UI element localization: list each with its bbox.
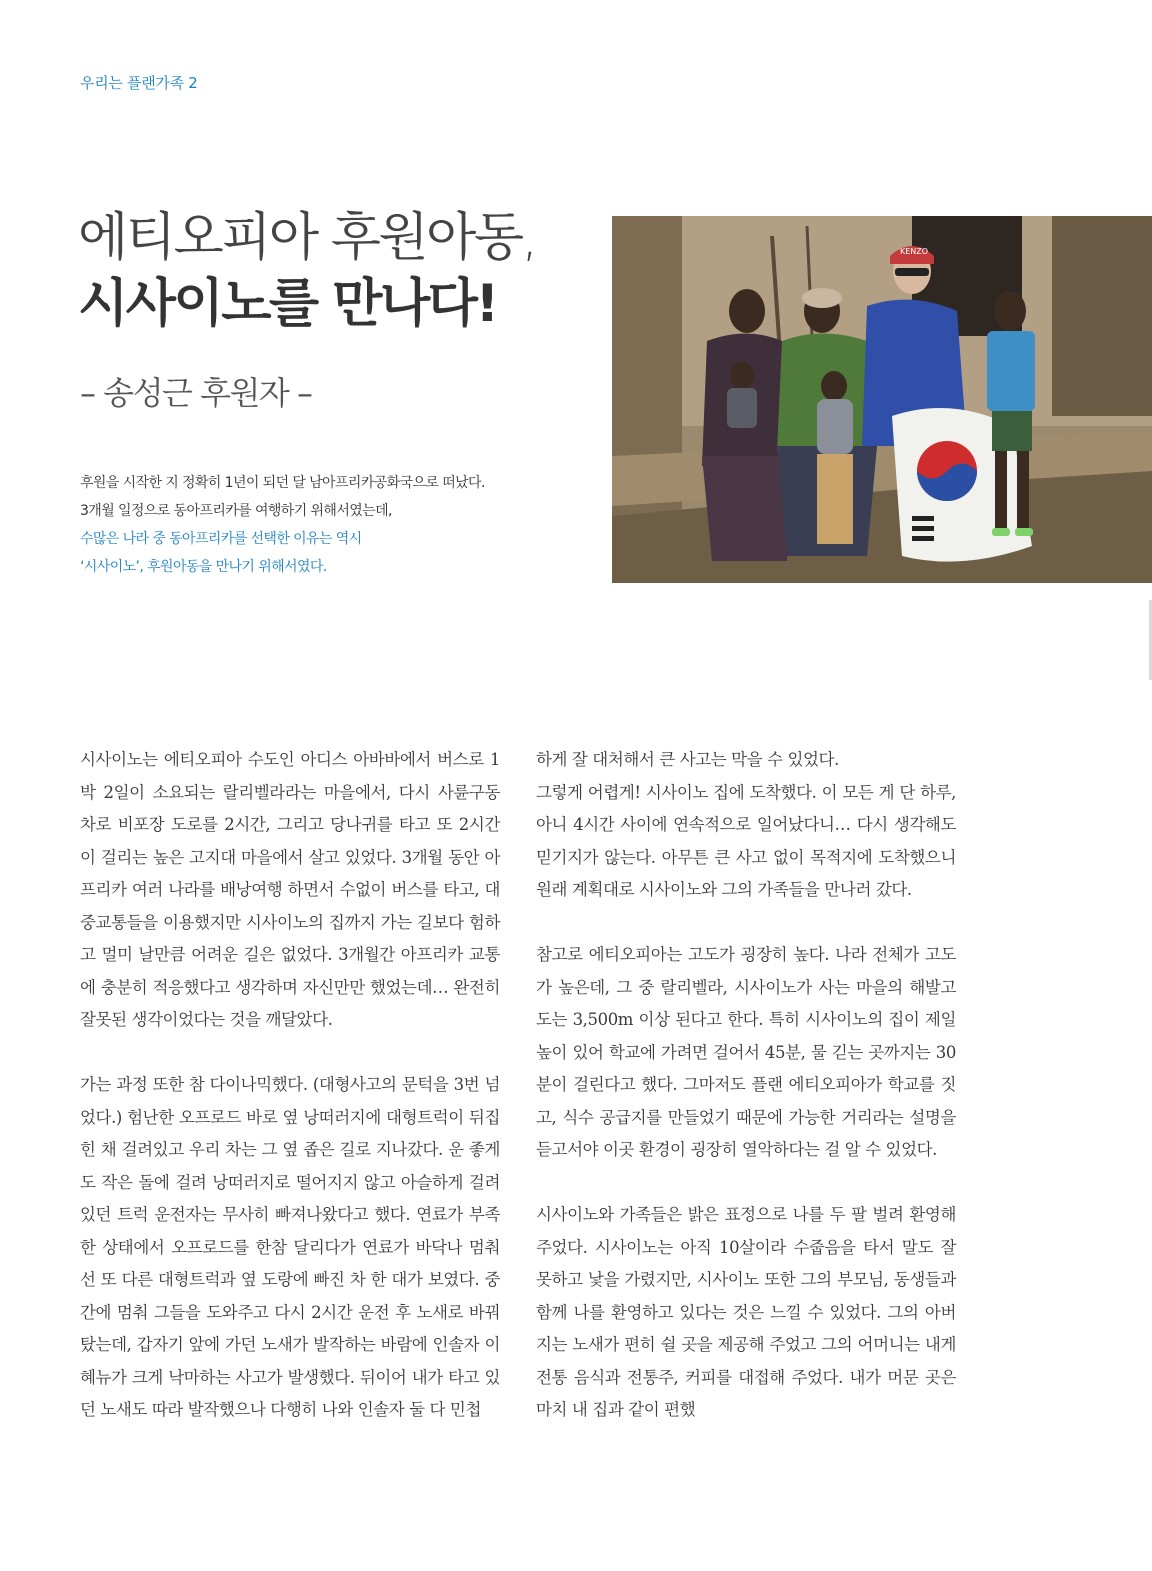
body-column-right (536, 744, 956, 1427)
intro-line-3: 수많은 나라 중 동아프리카를 선택한 이유는 역시 (80, 531, 362, 547)
right-paragraph-2: 참고로 에티오피아는 고도가 굉장히 높다. 나라 전체가 고도가 높은데, 그 중 랄리벨라, 시사이노가 사는 마을의 해발고도는 3,500m 이상 된다고 한다. 특히 시사이노의 집이 제일 높이 있어 학교에 가려면 걸어서 45분, 물 긷는 곳까지는 30분이 걸린다고 했다. 그마저도 플랜 에티오피아가 학교를 짓고, 식수 공급지를 만들었기 때문에 가능한 거리라는 설명을 듣고서야 이곳 환경이 굉장히 열악하다는 걸 알 수 있었다. (536, 945, 956, 1159)
article-subtitle: – 송성근 후원자 – (80, 374, 312, 412)
right-paragraph-1: 하게 잘 대처해서 큰 사고는 막을 수 있었다. 그렇게 어렵게! 시사이노 집에 도착했다. 이 모든 게 단 하루, 아니 4시간 사이에 연속적으로 일어났다니… 다시 생각해도 믿기지가 않는다. 아무튼 큰 사고 없이 목적지에 도착했으니 원래 계획대로 시사이노와 그의 가족들을 만나러 갔다. (536, 750, 956, 899)
title-line-2: 시사이노를 만나다! (78, 274, 497, 334)
intro-line-1: 후원을 시작한 지 정확히 1년이 되던 달 남아프리카공화국으로 떠났다. (80, 475, 485, 491)
intro-line-4: ‘시사이노’, 후원아동을 만나기 위해서였다. (80, 559, 327, 575)
article-title (78, 205, 536, 337)
title-line-1: 에티오피아 후원아동, (78, 208, 536, 268)
intro-line-2: 3개월 일정으로 동아프리카를 여행하기 위해서였는데, (80, 503, 392, 519)
cap-text: KENZO (900, 247, 929, 256)
left-paragraph-2: 가는 과정 또한 참 다이나믹했다. (대형사고의 문턱을 3번 넘었다.) 험난한 오프로드 바로 옆 낭떠러지에 대형트럭이 뒤집힌 채 걸려있고 우리 차는 그 옆 좁은 길로 지나갔다. 운 좋게도 작은 돌에 걸려 낭떠러지로 떨어지지 않고 아슬하게 걸려있던 트럭 운전자는 무사히 빠져나왔다고 했다. 연료가 부족한 상태에서 오프로드를 한참 달리다가 연료가 바닥나 멈춰선 또 다른 대형트럭과 옆 도랑에 빠진 차 한 대가 보였다. 중간에 멈춰 그들을 도와주고 다시 2시간 운전 후 노새로 바꿔 탔는데, 갑자기 앞에 가던 노새가 발작하는 바람에 인솔자 이혜뉴가 크게 낙마하는 사고가 발생했다. 뒤이어 내가 타고 있던 노새도 따라 발작했으나 다행히 나와 인솔자 둘 다 민첩 (80, 1075, 500, 1419)
left-paragraph-1: 시사이노는 에티오피아 수도인 아디스 아바바에서 버스로 1박 2일이 소요되는 랄리벨라라는 마을에서, 다시 사륜구동 차로 비포장 도로를 2시간, 그리고 당나귀를 타고 또 2시간이 걸리는 높은 고지대 마을에서 살고 있었다. 3개월 동안 아프리카 여러 나라를 배낭여행 하면서 수없이 버스를 타고, 대중교통들을 이용했지만 시사이노의 집까지 가는 길보다 험하고 멀미 날만큼 어려운 길은 없었다. 3개월간 아프리카 교통에 충분히 적응했다고 생각하며 자신만만 했었는데… 완전히 잘못된 생각이었다는 것을 깨달았다. (80, 750, 500, 1029)
intro-text (80, 469, 550, 581)
family-photo (612, 216, 1152, 583)
body-column-left (80, 744, 500, 1427)
right-paragraph-3: 시사이노와 가족들은 밝은 표정으로 나를 두 팔 벌려 환영해 주었다. 시사이노는 아직 10살이라 수줍음을 타서 말도 잘 못하고 낯을 가렸지만, 시사이노 또한 그의 부모님, 동생들과 함께 나를 환영하고 있다는 것은 느낄 수 있었다. 그의 아버지는 노새가 편히 쉴 곳을 제공해 주었고 그의 어머니는 내게 전통 음식과 전통주, 커피를 대접해 주었다. 내가 머문 곳은 마치 내 집과 같이 편했 (536, 1205, 956, 1419)
section-label: 우리는 플랜가족 2 (80, 74, 198, 92)
